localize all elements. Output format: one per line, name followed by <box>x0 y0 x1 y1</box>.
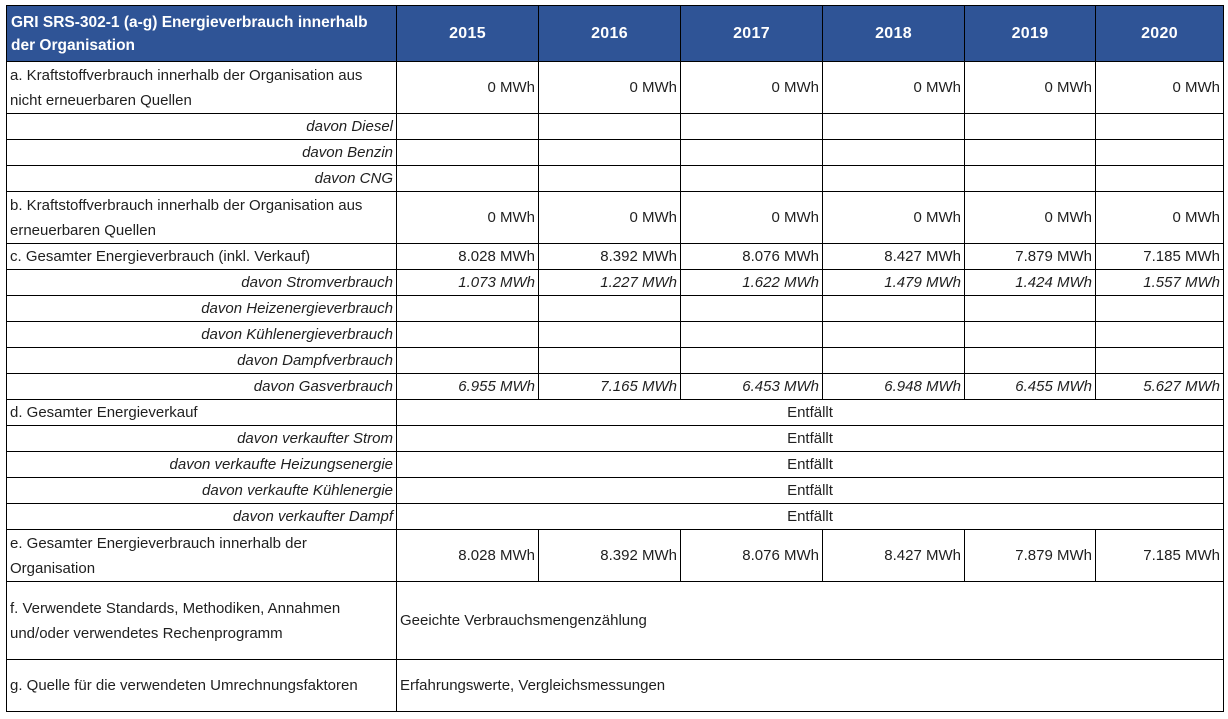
row-g-conversion-source <box>7 660 1224 712</box>
value-cell: 8.076 MWh <box>681 244 823 270</box>
table-title: GRI SRS-302-1 (a-g) Energieverbrauch innerhalb der Organisation <box>7 6 397 62</box>
row-d-cooling-sold <box>7 478 1224 504</box>
merged-value-cell: Entfällt <box>397 426 1224 452</box>
value-cell: 6.955 MWh <box>397 374 539 400</box>
empty-cell <box>965 296 1096 322</box>
empty-cell <box>1096 348 1224 374</box>
empty-cell <box>539 296 681 322</box>
empty-cell <box>539 166 681 192</box>
value-cell: 8.427 MWh <box>823 530 965 582</box>
row-c-gas <box>7 374 1224 400</box>
row-c-electricity <box>7 270 1224 296</box>
row-label: a. Kraftstoffverbrauch innerhalb der Organisation aus nicht erneuerbaren Quellen <box>7 62 397 114</box>
row-label: davon verkaufter Dampf <box>7 504 397 530</box>
empty-cell <box>539 348 681 374</box>
value-cell: 8.076 MWh <box>681 530 823 582</box>
row-label: d. Gesamter Energieverkauf <box>7 400 397 426</box>
empty-cell <box>539 322 681 348</box>
row-c-steam <box>7 348 1224 374</box>
value-cell: 5.627 MWh <box>1096 374 1224 400</box>
merged-value-cell: Entfällt <box>397 452 1224 478</box>
row-c-heating <box>7 296 1224 322</box>
row-label: davon Benzin <box>7 140 397 166</box>
value-cell: 8.427 MWh <box>823 244 965 270</box>
row-label: davon verkaufte Kühlenergie <box>7 478 397 504</box>
empty-cell <box>965 348 1096 374</box>
note-cell: Geeichte Verbrauchsmengenzählung <box>397 582 1224 660</box>
empty-cell <box>681 166 823 192</box>
merged-value-cell: Entfällt <box>397 504 1224 530</box>
year-header-2016: 2016 <box>539 6 681 62</box>
empty-cell <box>823 114 965 140</box>
row-d-total-sales <box>7 400 1224 426</box>
row-c-total-consumption <box>7 244 1224 270</box>
value-cell: 1.622 MWh <box>681 270 823 296</box>
empty-cell <box>681 322 823 348</box>
value-cell: 0 MWh <box>681 62 823 114</box>
row-d-steam-sold <box>7 504 1224 530</box>
empty-cell <box>397 140 539 166</box>
value-cell: 0 MWh <box>397 62 539 114</box>
empty-cell <box>823 348 965 374</box>
row-label: davon verkaufte Heizungsenergie <box>7 452 397 478</box>
value-cell: 1.424 MWh <box>965 270 1096 296</box>
value-cell: 7.879 MWh <box>965 244 1096 270</box>
row-d-electricity-sold <box>7 426 1224 452</box>
row-f-standards <box>7 582 1224 660</box>
empty-cell <box>1096 140 1224 166</box>
empty-cell <box>1096 114 1224 140</box>
energy-table <box>6 5 1224 712</box>
empty-cell <box>965 322 1096 348</box>
year-header-2015: 2015 <box>397 6 539 62</box>
row-d-heating-sold <box>7 452 1224 478</box>
year-header-2017: 2017 <box>681 6 823 62</box>
value-cell: 0 MWh <box>965 192 1096 244</box>
value-cell: 7.185 MWh <box>1096 530 1224 582</box>
row-a-fuel-nonrenewable <box>7 62 1224 114</box>
empty-cell <box>1096 322 1224 348</box>
value-cell: 7.165 MWh <box>539 374 681 400</box>
row-a-benzin <box>7 140 1224 166</box>
empty-cell <box>823 166 965 192</box>
empty-cell <box>823 296 965 322</box>
header-row <box>7 6 1224 62</box>
value-cell: 8.392 MWh <box>539 530 681 582</box>
empty-cell <box>965 140 1096 166</box>
year-header-2019: 2019 <box>965 6 1096 62</box>
value-cell: 0 MWh <box>539 62 681 114</box>
value-cell: 6.948 MWh <box>823 374 965 400</box>
empty-cell <box>539 140 681 166</box>
row-label: c. Gesamter Energieverbrauch (inkl. Verkauf) <box>7 244 397 270</box>
value-cell: 6.455 MWh <box>965 374 1096 400</box>
merged-value-cell: Entfällt <box>397 400 1224 426</box>
value-cell: 0 MWh <box>539 192 681 244</box>
empty-cell <box>965 166 1096 192</box>
empty-cell <box>397 114 539 140</box>
year-header-2020: 2020 <box>1096 6 1224 62</box>
row-label: davon Dampfverbrauch <box>7 348 397 374</box>
value-cell: 8.028 MWh <box>397 244 539 270</box>
value-cell: 1.479 MWh <box>823 270 965 296</box>
empty-cell <box>1096 296 1224 322</box>
value-cell: 7.879 MWh <box>965 530 1096 582</box>
empty-cell <box>397 166 539 192</box>
row-label: b. Kraftstoffverbrauch innerhalb der Organisation aus erneuerbaren Quellen <box>7 192 397 244</box>
empty-cell <box>397 348 539 374</box>
value-cell: 1.073 MWh <box>397 270 539 296</box>
value-cell: 0 MWh <box>823 192 965 244</box>
value-cell: 1.227 MWh <box>539 270 681 296</box>
year-header-2018: 2018 <box>823 6 965 62</box>
empty-cell <box>397 296 539 322</box>
empty-cell <box>681 296 823 322</box>
value-cell: 0 MWh <box>823 62 965 114</box>
value-cell: 0 MWh <box>681 192 823 244</box>
row-label: davon Stromverbrauch <box>7 270 397 296</box>
row-a-diesel <box>7 114 1224 140</box>
row-label: davon Kühlenergieverbrauch <box>7 322 397 348</box>
row-c-cooling <box>7 322 1224 348</box>
row-a-cng <box>7 166 1224 192</box>
row-label: e. Gesamter Energieverbrauch innerhalb der Organisation <box>7 530 397 582</box>
merged-value-cell: Entfällt <box>397 478 1224 504</box>
empty-cell <box>823 322 965 348</box>
value-cell: 0 MWh <box>1096 62 1224 114</box>
row-label: g. Quelle für die verwendeten Umrechnungsfaktoren <box>7 660 397 712</box>
row-label: davon Diesel <box>7 114 397 140</box>
row-label: f. Verwendete Standards, Methodiken, Annahmen und/oder verwendetes Rechenprogramm <box>7 582 397 660</box>
value-cell: 0 MWh <box>1096 192 1224 244</box>
empty-cell <box>681 348 823 374</box>
value-cell: 8.028 MWh <box>397 530 539 582</box>
row-label: davon Gasverbrauch <box>7 374 397 400</box>
row-label: davon verkaufter Strom <box>7 426 397 452</box>
empty-cell <box>1096 166 1224 192</box>
row-label: davon CNG <box>7 166 397 192</box>
value-cell: 0 MWh <box>965 62 1096 114</box>
row-b-fuel-renewable <box>7 192 1224 244</box>
value-cell: 7.185 MWh <box>1096 244 1224 270</box>
value-cell: 0 MWh <box>397 192 539 244</box>
empty-cell <box>397 322 539 348</box>
empty-cell <box>539 114 681 140</box>
empty-cell <box>681 114 823 140</box>
row-label: davon Heizenergieverbrauch <box>7 296 397 322</box>
empty-cell <box>823 140 965 166</box>
row-e-total-within-org <box>7 530 1224 582</box>
note-cell: Erfahrungswerte, Vergleichsmessungen <box>397 660 1224 712</box>
empty-cell <box>681 140 823 166</box>
value-cell: 6.453 MWh <box>681 374 823 400</box>
value-cell: 1.557 MWh <box>1096 270 1224 296</box>
value-cell: 8.392 MWh <box>539 244 681 270</box>
empty-cell <box>965 114 1096 140</box>
